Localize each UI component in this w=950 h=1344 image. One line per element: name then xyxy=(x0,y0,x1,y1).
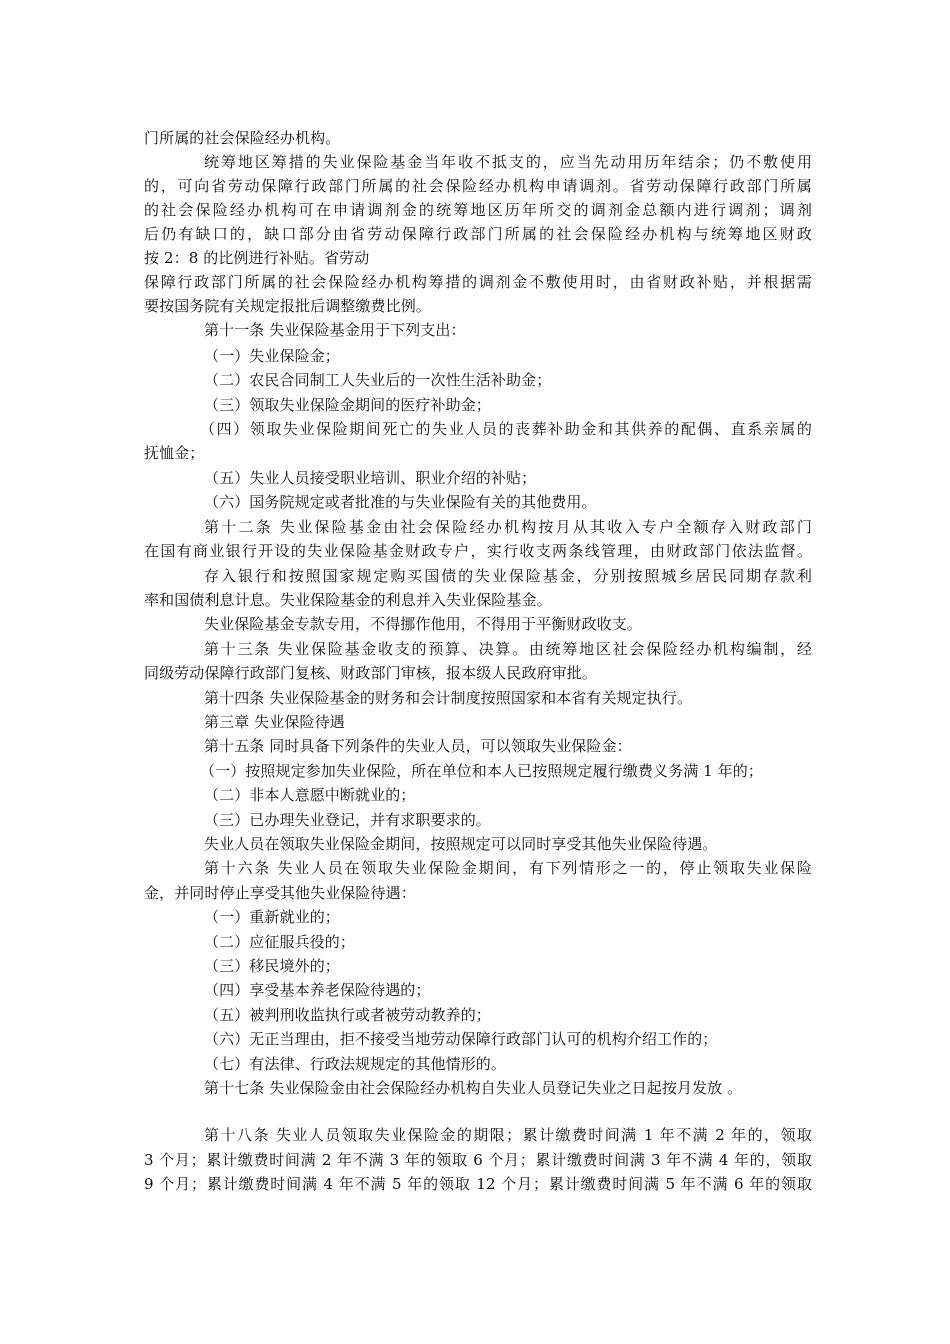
text-line: 要按国务院有关规定报批后调整缴费比例。 xyxy=(144,297,431,315)
list-item: （二）应征服兵役的； xyxy=(204,933,356,951)
article-heading: 第十三条 失业保险基金收支的预算、决算。由统筹地区社会保险经办机构编制，经 xyxy=(204,640,812,658)
list-item: （三）移民境外的； xyxy=(204,957,340,975)
text-line: 存入银行和按照国家规定购买国债的失业保险基金，分别按照城乡居民同期存款利 xyxy=(204,567,812,585)
text-line: 抚恤金； xyxy=(144,444,205,462)
list-item: （三）领取失业保险金期间的医疗补助金； xyxy=(204,396,491,414)
list-item: （一）重新就业的； xyxy=(204,908,340,926)
text-line: 金，并同时停止享受其他失业保险待遇： xyxy=(144,884,416,902)
text-line: 9 个月；累计缴费时间满 4 年不满 5 年的领取 12 个月；累计缴费时间满 5 年不满 6 年的领取 xyxy=(144,1175,812,1193)
article-heading: 第十八条 失业人员领取失业保险金的期限；累计缴费时间满 1 年不满 2 年的，领取 xyxy=(204,1126,812,1144)
list-item: （五）被判刑收监执行或者被劳动教养的； xyxy=(204,1006,491,1024)
list-item: （七）有法律、行政法规规定的其他情形的。 xyxy=(204,1055,507,1073)
list-item: （六）国务院规定或者批准的与失业保险有关的其他费用。 xyxy=(204,493,597,511)
article-heading: 第十一条 失业保险基金用于下列支出： xyxy=(204,321,466,339)
text-line: 保障行政部门所属的社会保险经办机构筹措的调剂金不敷使用时，由省财政补贴，并根据需 xyxy=(144,273,812,291)
article-heading: 第十七条 失业保险金由社会保险经办机构自失业人员登记失业之日起按月发放 。 xyxy=(204,1079,743,1097)
list-item: （二）农民合同制工人失业后的一次性生活补助金； xyxy=(204,371,552,389)
list-item: （四）享受基本养老保险待遇的； xyxy=(204,981,431,999)
text-line: 失业保险基金专款专用，不得挪作他用，不得用于平衡财政收支。 xyxy=(204,615,642,633)
text-line: 的，可向省劳动保障行政部门所属的社会保险经办机构申请调剂。省劳动保障行政部门所属 xyxy=(144,177,812,195)
text-line: 统筹地区筹措的失业保险基金当年收不抵支的，应当先动用历年结余；仍不敷使用 xyxy=(204,153,812,171)
list-item: （一）失业保险金； xyxy=(204,347,340,365)
text-line: 同级劳动保障行政部门复核、财政部门审核，报本级人民政府审批。 xyxy=(144,664,598,682)
article-heading: 第十四条 失业保险基金的财务和会计制度按照国家和本省有关规定执行。 xyxy=(204,689,693,707)
text-line: 率和国债利息计息。失业保险基金的利息并入失业保险基金。 xyxy=(144,591,552,609)
text-line: 3 个月；累计缴费时间满 2 年不满 3 年的领取 6 个月；累计缴费时间满 3 年不满 4 年的，领取 xyxy=(144,1151,812,1169)
text-line: 在国有商业银行开设的失业保险基金财政专户，实行收支两条线管理，由财政部门依法监督。 xyxy=(144,542,812,560)
article-heading: 第十二条 失业保险基金由社会保险经办机构按月从其收入专户全额存入财政部门 xyxy=(204,518,812,536)
list-item: （三）已办理失业登记，并有求职要求的。 xyxy=(204,811,491,829)
text-line: 按 2：8 的比例进行补贴。省劳动 xyxy=(144,249,370,267)
article-heading: 第十五条 同时具备下列条件的失业人员，可以领取失业保险金： xyxy=(204,737,632,755)
chapter-heading: 第三章 失业保险待遇 xyxy=(204,713,345,731)
list-item: （六）无正当理由，拒不接受当地劳动保障行政部门认可的机构介绍工作的； xyxy=(204,1030,718,1048)
list-item: （二）非本人意愿中断就业的； xyxy=(204,786,416,804)
text-line: 的社会保险经办机构可在申请调剂金的统筹地区历年所交的调剂金总额内进行调剂；调剂 xyxy=(144,201,812,219)
text-line: 后仍有缺口的，缺口部分由省劳动保障行政部门所属的社会保险经办机构与统筹地区财政 xyxy=(144,225,812,243)
list-item: （四）领取失业保险期间死亡的失业人员的丧葬补助金和其供养的配偶、直系亲属的 xyxy=(200,420,812,438)
list-item: （五）失业人员接受职业培训、职业介绍的补贴； xyxy=(204,469,537,487)
list-item: （一）按照规定参加失业保险，所在单位和本人已按照规定履行缴费义务满 1 年的； xyxy=(200,762,763,780)
article-heading: 第十六条 失业人员在领取失业保险金期间，有下列情形之一的，停止领取失业保险 xyxy=(204,859,812,877)
text-line: 门所属的社会保险经办机构。 xyxy=(144,129,341,147)
text-line: 失业人员在领取失业保险金期间，按照规定可以同时享受其他失业保险待遇。 xyxy=(204,835,718,853)
